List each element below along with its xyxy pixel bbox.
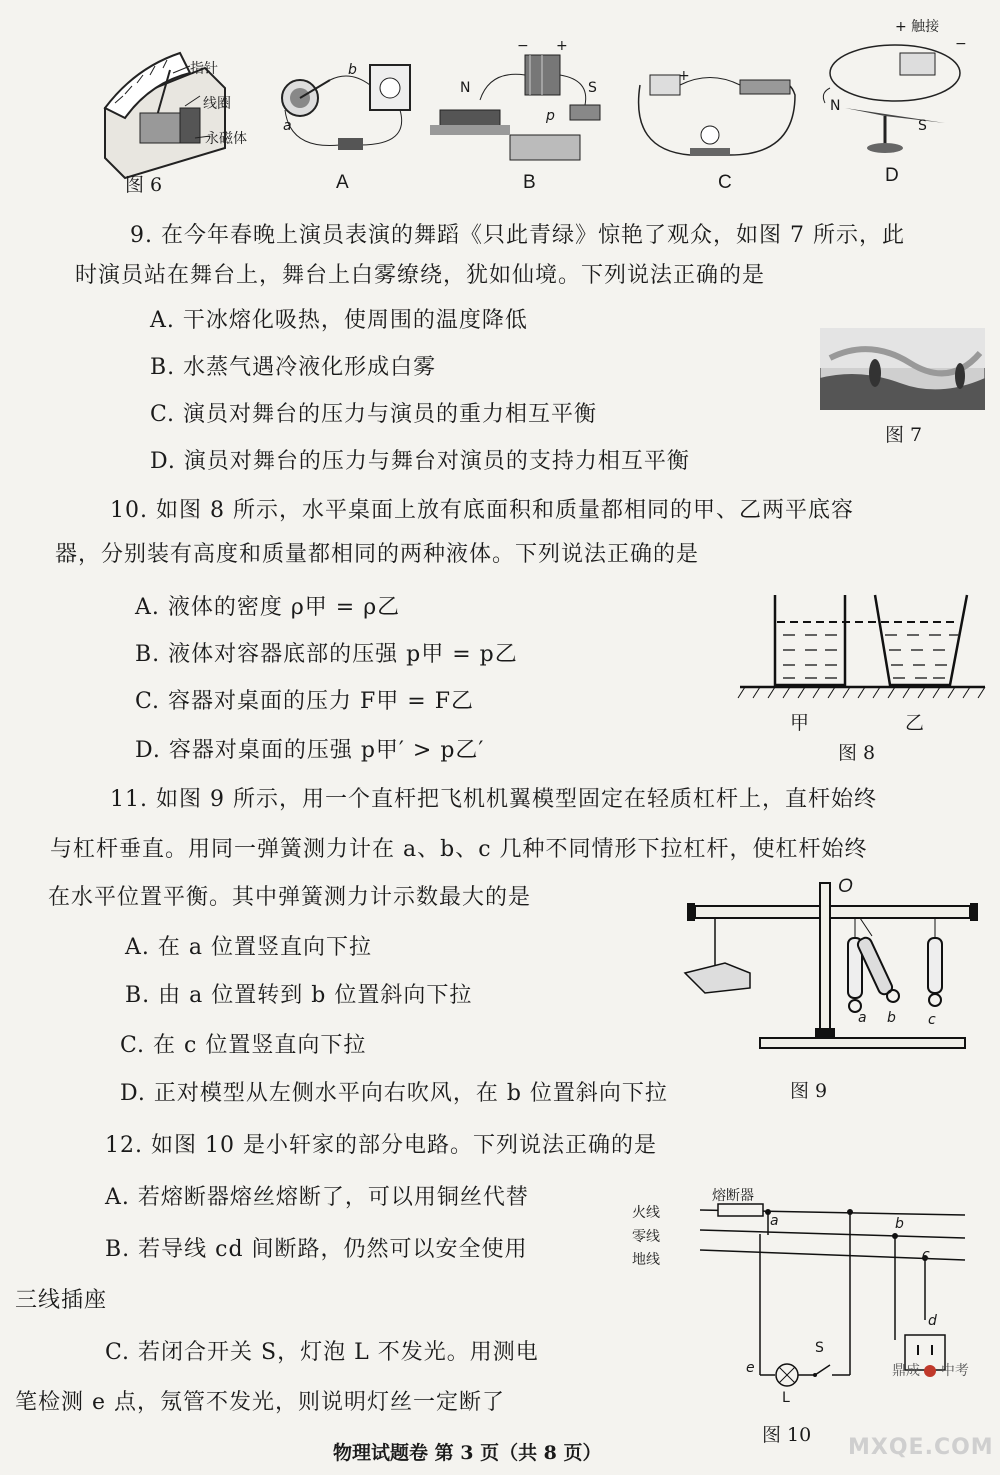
fig10-neutral-label: 零线 (632, 1229, 660, 1245)
fig6-touch-minus: − (955, 36, 967, 52)
watermark-top (892, 1360, 969, 1380)
fig9-pivot-o: O (838, 876, 853, 897)
fig6-a-mark: a (283, 118, 292, 134)
watermark-logo-icon (924, 1365, 936, 1377)
fig6-touch-label: + 触接 (895, 19, 940, 35)
fig10-point-c: c (922, 1247, 930, 1263)
q11-stem-line3: 在水平位置平衡。其中弹簧测力计示数最大的是 (48, 885, 532, 910)
fig6-option-b-diagram (430, 40, 610, 170)
fig6-caption: 图 6 (125, 174, 163, 196)
watermark-top-text: 鼎成 (892, 1363, 920, 1379)
q11-option-b: B. 由 a 位置转到 b 位置斜向下拉 (125, 983, 473, 1008)
q10-option-c: C. 容器对桌面的压力 F甲 = F乙 (135, 689, 474, 714)
fig6-option-b: B (523, 172, 536, 193)
fig6-c-plus-mark: + (678, 68, 690, 84)
q9-option-d: D. 演员对舞台的压力与舞台对演员的支持力相互平衡 (150, 449, 690, 474)
fig6-option-a: A (336, 172, 349, 193)
fig6-b-mark: b (348, 62, 357, 78)
q9-stem-line1: 9. 在今年春晚上演员表演的舞蹈《只此青绿》惊艳了观众，如图 7 所示，此 (130, 223, 905, 248)
fig6-minus-mark: − (517, 38, 529, 54)
fig6-magnet-label: 永磁体 (205, 131, 247, 147)
q12-option-a: A. 若熔断器熔丝熔断了，可以用铜丝代替 (105, 1185, 529, 1210)
fig10-point-e: e (746, 1360, 755, 1376)
fig6-coil-label: 线圈 (203, 96, 231, 112)
q10-option-d: D. 容器对桌面的压强 p甲′ > p乙′ (135, 738, 485, 763)
figure-7-photo (820, 328, 985, 410)
q11-option-c: C. 在 c 位置竖直向下拉 (120, 1033, 367, 1058)
q11-option-a: A. 在 a 位置竖直向下拉 (125, 935, 372, 960)
q9-option-a: A. 干冰熔化吸热，使周围的温度降低 (150, 308, 528, 333)
fig10-point-a: a (770, 1213, 779, 1229)
fig8-label-yi: 乙 (905, 712, 925, 734)
q12-stem: 12. 如图 10 是小轩家的部分电路。下列说法正确的是 (105, 1133, 657, 1158)
q9-option-c: C. 演员对舞台的压力与演员的重力相互平衡 (150, 402, 598, 427)
fig8-label-jia: 甲 (790, 712, 810, 734)
fig10-switch-s: S (815, 1340, 824, 1356)
page-footer: 物理试题卷 第 3 页（共 8 页） (333, 1442, 602, 1464)
fig7-caption: 图 7 (885, 424, 923, 446)
fig6-plus-mark: + (556, 38, 568, 54)
fig6-d-s-mark: S (918, 118, 927, 134)
fig10-caption: 图 10 (762, 1424, 812, 1446)
fig9-caption: 图 9 (790, 1080, 828, 1102)
fig10-point-b: b (895, 1216, 904, 1232)
fig6-pointer-label: 指针 (190, 61, 218, 77)
fig6-option-d: D (885, 165, 899, 186)
q12-option-b-line2: 三线插座 (15, 1288, 108, 1313)
q10-option-a: A. 液体的密度 ρ甲 = ρ乙 (135, 595, 401, 620)
fig6-n-mark: N (460, 80, 471, 96)
q11-option-d: D. 正对模型从左侧水平向右吹风，在 b 位置斜向下拉 (120, 1081, 668, 1106)
fig6-d-n-mark: N (830, 98, 841, 114)
q12-option-b-line1: B. 若导线 cd 间断路，仍然可以安全使用 (105, 1237, 528, 1262)
figure-8-containers (735, 590, 990, 705)
q11-stem-line2: 与杠杆垂直。用同一弹簧测力计在 a、b、c 几种不同情形下拉杠杆，使杠杆始终 (50, 837, 868, 862)
fig6-p-mark: p (546, 108, 555, 124)
q11-stem-line1: 11. 如图 9 所示，用一个直杆把飞机机翼模型固定在轻质杠杆上，直杆始终 (110, 787, 877, 812)
fig10-live-label: 火线 (632, 1205, 660, 1221)
fig9-label-c: c (928, 1012, 936, 1028)
fig10-lamp-l: L (782, 1390, 790, 1406)
fig6-option-a-diagram (270, 50, 420, 170)
q12-option-c-line2: 笔检测 e 点，氖管不发光，则说明灯丝一定断了 (15, 1390, 506, 1415)
q10-stem-line1: 10. 如图 8 所示，水平桌面上放有底面积和质量都相同的甲、乙两平底容 (110, 498, 854, 523)
fig10-ground-label: 地线 (632, 1252, 660, 1268)
fig6-s-mark: S (588, 80, 597, 96)
q9-option-b: B. 水蒸气遇冷液化形成白雾 (150, 355, 437, 380)
fig6-option-c: C (718, 172, 732, 193)
q12-option-c-line1: C. 若闭合开关 S，灯泡 L 不发光。用测电 (105, 1340, 539, 1365)
watermark-bottom: MXQE.COM (848, 1435, 994, 1460)
watermark-top-text-2: 中考 (940, 1363, 969, 1379)
fig10-fuse-label: 熔断器 (712, 1188, 754, 1204)
fig9-label-b: b (887, 1010, 896, 1026)
q10-stem-line2: 器，分别装有高度和质量都相同的两种液体。下列说法正确的是 (55, 542, 700, 567)
fig10-point-d: d (928, 1313, 937, 1329)
q10-option-b: B. 液体对容器底部的压强 p甲 = p乙 (135, 642, 518, 667)
fig6-option-c-diagram (630, 60, 805, 170)
figure-10-circuit (700, 1190, 985, 1430)
fig9-label-a: a (858, 1010, 867, 1026)
fig8-caption: 图 8 (838, 742, 876, 764)
q9-stem-line2: 时演员站在舞台上，舞台上白雾缭绕，犹如仙境。下列说法正确的是 (75, 263, 766, 288)
